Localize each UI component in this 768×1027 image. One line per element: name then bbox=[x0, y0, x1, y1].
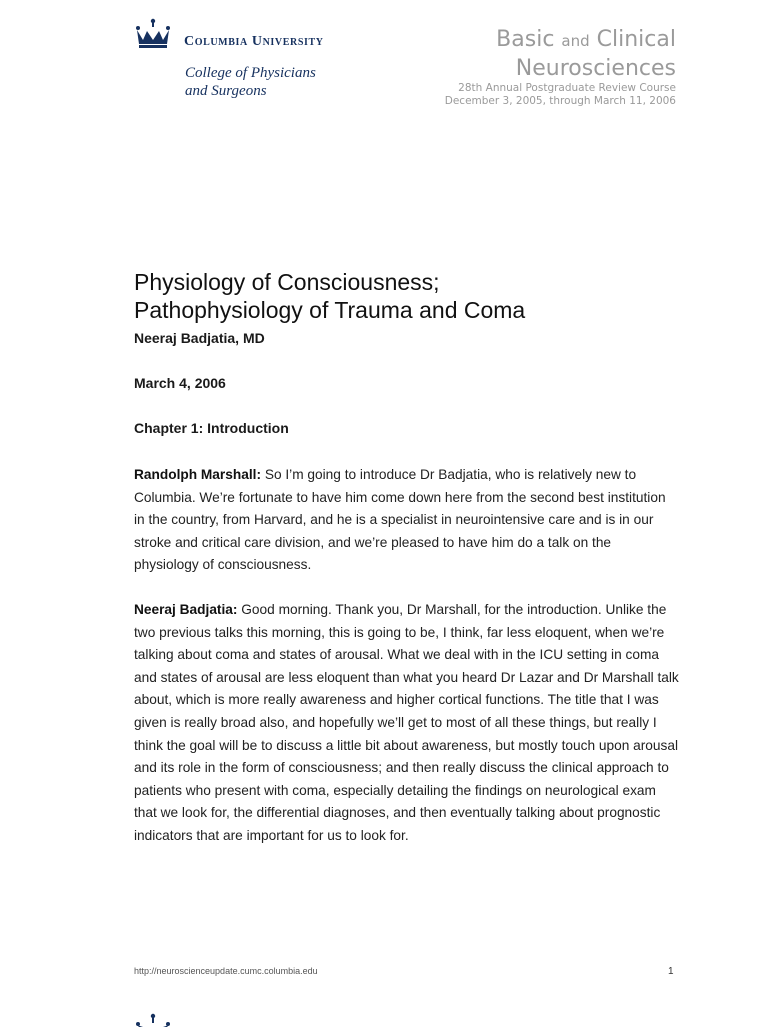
document-title bbox=[134, 268, 679, 324]
columbia-logo bbox=[134, 18, 354, 106]
university-name: Columbia University bbox=[184, 34, 324, 49]
course-word-clinical: Clinical bbox=[596, 27, 676, 52]
paragraph-text: Good morning. Thank you, Dr Marshall, for the introduction. Unlike the two previous talks this morning, this is going to be, I think, far less eloquent, when we’re talking about coma and states of arousal. What we deal with in the ICU setting in coma and states of arousal are less eloquent than what you heard Dr Lazar and Dr Marshall talk about, which is more really awareness and higher cortical functions. The title that I was given is really broad also, and hopefully we’ll get to most of all these things, but really I think the goal will be to discuss a little bit about awareness, but mostly touch upon arousal and its role in the form of consciousness; and then really discuss the clinical approach to patients who present with coma, especially detailing the findings on neurological exam that we look for, the differential diagnoses, and then eventually talking about prognostic indicators that are important for us to look for. bbox=[134, 601, 679, 843]
course-subtitle: 28th Annual Postgraduate Review Course bbox=[458, 82, 676, 94]
course-dates: December 3, 2005, through March 11, 2006 bbox=[444, 95, 676, 107]
paragraph-text: So I’m going to introduce Dr Badjatia, who is relatively new to Columbia. We’re fortunate to have him come down here from the second best institution in the country, from Harvard, and he is a specialist in neurointensive care and is in our stroke and critical care division, and we’re pleased to have him do a talk on the physiology of consciousness. bbox=[134, 467, 666, 573]
course-title bbox=[445, 26, 676, 82]
college-line-2: and Surgeons bbox=[185, 83, 267, 99]
speaker-name: Randolph Marshall: bbox=[134, 467, 261, 482]
page-number: 1 bbox=[668, 966, 674, 977]
title-line-2: Pathophysiology of Trauma and Coma bbox=[134, 297, 526, 323]
crown-icon bbox=[134, 18, 172, 50]
document-body bbox=[134, 268, 679, 861]
author-name: Neeraj Badjatia, MD bbox=[134, 330, 265, 346]
footer-url: http://neuroscienceupdate.cumc.columbia.edu bbox=[134, 966, 318, 976]
college-name bbox=[185, 64, 316, 100]
course-word-basic: Basic bbox=[496, 27, 555, 52]
lecture-date: March 4, 2006 bbox=[134, 375, 226, 391]
college-line-1: College of Physicians bbox=[185, 65, 316, 81]
title-line-1: Physiology of Consciousness; bbox=[134, 269, 440, 295]
chapter-heading: Chapter 1: Introduction bbox=[134, 420, 289, 436]
speaker-name: Neeraj Badjatia: bbox=[134, 601, 238, 617]
course-header bbox=[445, 26, 676, 108]
paragraph-2 bbox=[134, 599, 679, 848]
next-page-crown-icon bbox=[134, 1013, 172, 1027]
course-word-and: and bbox=[561, 32, 590, 50]
course-word-neurosciences: Neurosciences bbox=[515, 56, 676, 81]
paragraph-1 bbox=[134, 464, 679, 577]
